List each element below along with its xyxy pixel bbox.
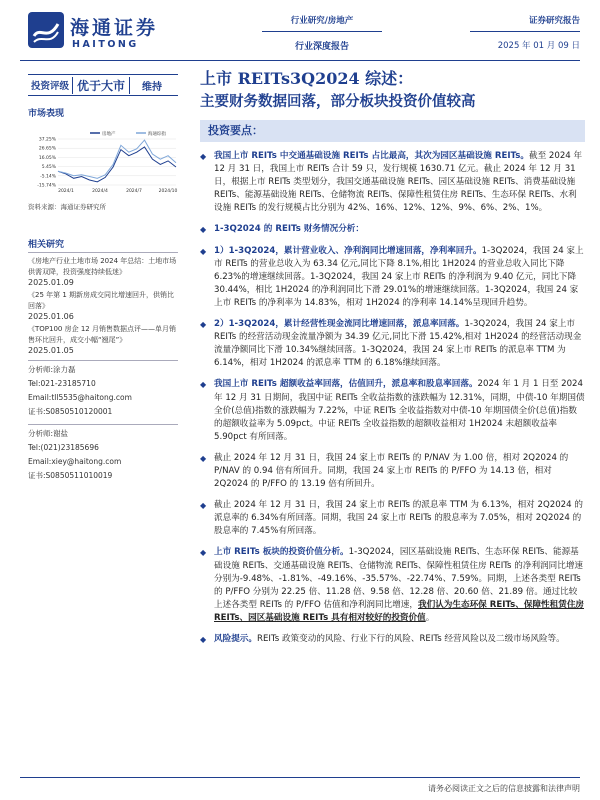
logo-english-name: HAITONG	[72, 39, 139, 50]
rating-label: 投资评级	[31, 81, 70, 92]
legend-label: 房地产	[102, 132, 116, 137]
report-type: 行业深度报告	[294, 42, 349, 52]
chart-source: 资料来源：海通证券研究所	[28, 203, 106, 211]
key-point-5	[200, 378, 585, 443]
analyst-email[interactable]: Email:xiey@haitong.com	[28, 457, 122, 466]
key-point-3-lead: 1）1-3Q2024，累计营业收入、净利润同比增速回落，净利率回升。	[214, 245, 482, 256]
y-tick-label: 37.25%	[38, 137, 56, 143]
market-performance-chart	[28, 129, 178, 197]
report-header	[0, 0, 600, 60]
header-right	[470, 14, 580, 51]
logo-chinese-name: 海通证券	[70, 17, 159, 39]
key-point-1-text: 截至 2024 年 12 月 31 日，我国上市 REITs 合计 59 只，发行规模 1630.71 亿元。截止 2024 年 12 月 31 日，根据上市 REITs 类型划分，我国交通基础设施 REITs、园区基础设施 REITs、消费基础设施 REITs、能源基础设施 REITs、仓储物流 REITs、保障性租赁住房 REITs、生态环保 REITs、水利设施 REITs 的发行规模占比分别为 42%、16%、12%、12%、9%、6%、2%、1%。	[214, 151, 583, 214]
key-point-8	[200, 546, 585, 625]
y-tick-label: 5.45%	[41, 165, 56, 171]
series-line-0	[58, 147, 176, 182]
related-research-date: 2025.01.09	[28, 278, 74, 287]
risk-warning-lead: 风险提示。	[214, 634, 257, 644]
key-point-8-text: 1-3Q2024，园区基础设施 REITs、生态环保 REITs、能源基础设施 REITs、交通基础设施 REITs、仓储物流 REITs、保障性租赁住房 REITs 的净利润同比增速分别为-9.48%、-1.81%、-49.16%、-35.57%、-22.74%、7.59%。同期，上述各类型 REITs 的 P/FFO 分别为 22.25 倍、11.28 倍、9.58 倍、12.28 倍、20.60 倍、21.89 倍。通过比较上述各类型 REITs 的 P/FFO 估值和净利润同比增速，	[214, 547, 584, 610]
y-tick-label: 16.05%	[38, 155, 56, 161]
related-research-item[interactable]: 《房地产行业土地市场 2024 年总结：土地市场供需双降，投资强度持续低迷》	[28, 257, 177, 276]
analyst-list	[28, 360, 178, 483]
related-research-date: 2025.01.05	[28, 346, 74, 355]
y-tick-label: 26.65%	[38, 146, 56, 152]
key-point-8-highlight: 我们认为生态环保 REITs、保障性租赁住房 REITs、园区基础设施 REITs 具有相对较好的投资价值	[214, 599, 585, 623]
rating-change: 维持	[142, 81, 163, 93]
footer-divider	[20, 777, 580, 778]
x-tick-label: 2024/7	[126, 189, 142, 194]
analyst-name: 分析师:谢盐	[28, 429, 69, 438]
market-performance-title: 市场表现	[28, 109, 65, 119]
rating-box	[28, 74, 178, 96]
left-sidebar	[28, 74, 178, 483]
main-content	[200, 68, 585, 646]
haitong-logo	[28, 12, 178, 52]
market-chart-svg	[28, 129, 178, 197]
analyst-card	[28, 360, 178, 419]
risk-warning	[200, 633, 585, 646]
y-tick-label: -15.74%	[37, 183, 56, 189]
report-date: 2025 年 01 月 09 日	[497, 41, 580, 51]
report-label: 证券研究报告	[470, 14, 580, 32]
key-point-5-lead: 我国上市 REITs 超额收益率回落，估值回升，派息率和股息率回落。	[214, 379, 478, 390]
key-point-3	[200, 245, 585, 310]
related-research-list	[28, 256, 178, 355]
analyst-tel: Tel:021-23185710	[28, 379, 96, 388]
analyst-name: 分析师:涂力磊	[28, 365, 76, 374]
key-point-8-lead: 上市 REITs 板块的投资价值分析。	[214, 547, 349, 558]
y-tick-label: -5.14%	[40, 174, 56, 180]
footer-disclaimer: 请务必阅读正文之后的信息披露和法律声明	[428, 784, 580, 793]
legend-label: 海通综指	[148, 132, 166, 137]
related-research-title: 相关研究	[28, 237, 178, 253]
related-research-item[interactable]: 《25 年第 1 期新房成交同比增速回升，供销比回落》	[28, 291, 175, 310]
analyst-cert: 证书:S0850511010019	[28, 471, 113, 480]
rating-value: 优于大市	[72, 77, 130, 94]
haitong-logo-icon	[28, 12, 64, 48]
key-point-1	[200, 150, 585, 215]
key-points-title: 投资要点：	[200, 120, 585, 142]
report-subtitle: 主要财务数据回落，部分板块投资价值较高	[200, 93, 476, 110]
header-category	[262, 14, 382, 52]
analyst-email[interactable]: Email:tll5535@haitong.com	[28, 393, 132, 402]
related-research-item[interactable]: 《TOP100 房企 12 月销售数据点评——单月销售环比回升，成交小幅“翘尾”》	[28, 325, 176, 344]
header-divider	[20, 60, 580, 61]
key-point-6-text: 截止 2024 年 12 月 31 日，我国 24 家上市 REITs 的 P/NAV 为 1.00 倍，相对 2Q2024 的 P/NAV 的 0.94 倍有所回升。同期，我国 24 家上市 REITs 的 P/FFO 为 14.13 倍，相对 2Q2024 的 P/FFO 的 13.19 倍有所回升。	[214, 452, 569, 490]
key-point-4	[200, 318, 585, 370]
related-research-date: 2025.01.06	[28, 312, 74, 321]
report-title: 上市 REITs3Q2024 综述：	[200, 69, 414, 88]
key-point-7	[200, 499, 585, 538]
key-point-2-lead: 1-3Q2024 的 REITs 财务情况分析：	[214, 224, 364, 235]
key-point-2	[200, 223, 585, 236]
key-point-6	[200, 452, 585, 491]
key-point-8-end: 。	[425, 612, 435, 623]
key-point-1-lead: 我国上市 REITs 中交通基础设施 REITs 占比最高，其次为园区基础设施 REITs。	[214, 151, 529, 161]
key-point-3-text: 1-3Q2024，我国 24 家上市 REITs 的营业总收入为 63.34 亿元,同比下降 8.1%,相比 1H2024 的营业总收入同比下降 6.23%的增速继续回落。1-3Q2024，我国 24 家上市 REITs 的净利润为 9.40 亿元，同比下降 30.44%，相比 1H2024 的净利润同比下滑 29.01%的增速继续回落。1-3Q2024，我国 24 家上市 REITs 的净利率为 14.83%，相对 1H2024 的净利率 14.14%呈现回升趋势。	[214, 245, 584, 308]
key-point-5-text: 2024 年 1 月 1 日至 2024 年 12 月 31 日期间，我国中证 REITs 全收益指数的涨跌幅为 12.31%，同期，中债-10 年期国债全价(总值)指数的涨跌幅为 7.22%，中证 REITs 全收益指数对中债-10 年期国债全价(总值)指数的超额收益率为 5.09pct。中证 REITs 全收益指数的超额收益相对 1H2024 末超额收益率 5.90pct 有所回落。	[214, 379, 585, 442]
analyst-tel: Tel:(021)23185696	[28, 443, 99, 452]
key-point-7-text: 截止 2024 年 12 月 31 日，我国 24 家上市 REITs 的派息率 TTM 为 6.13%，相对 2Q2024 的派息率的 6.34%有所回落。同期，我国 24 家上市 REITs 的股息率为 7.05%，相对 2Q2024 的股息率的 7.45%有所回落。	[214, 500, 583, 537]
x-tick-label: 2024/1	[58, 189, 74, 194]
risk-warning-text: REITs 政策变动的风险、行业下行的风险、REITs 经营风险以及二级市场风险等。	[256, 634, 565, 644]
report-category: 行业研究/房地产	[262, 14, 382, 32]
x-tick-label: 2024/10	[158, 189, 178, 194]
analyst-card	[28, 424, 178, 483]
x-tick-label: 2024/4	[92, 189, 108, 194]
analyst-cert: 证书:S0850510120001	[28, 407, 113, 416]
key-point-4-lead: 2）1-3Q2024，累计经营性现金流同比增速回落，派息率回落。	[214, 319, 465, 330]
key-point-4-text: 1-3Q2024，我国 24 家上市 REITs 的经营活动现金流量净额为 34.39 亿元,同比下滑 15.42%,相对 1H2024 的经营活动现金流量净额同比下滑 10.34%继续回落。1-3Q2024，我国 24 家上市 REITs 的派息率 TTM 为 6.14%，相对 1H2024 的派息率 TTM 的 6.18%继续回落。	[214, 319, 582, 369]
